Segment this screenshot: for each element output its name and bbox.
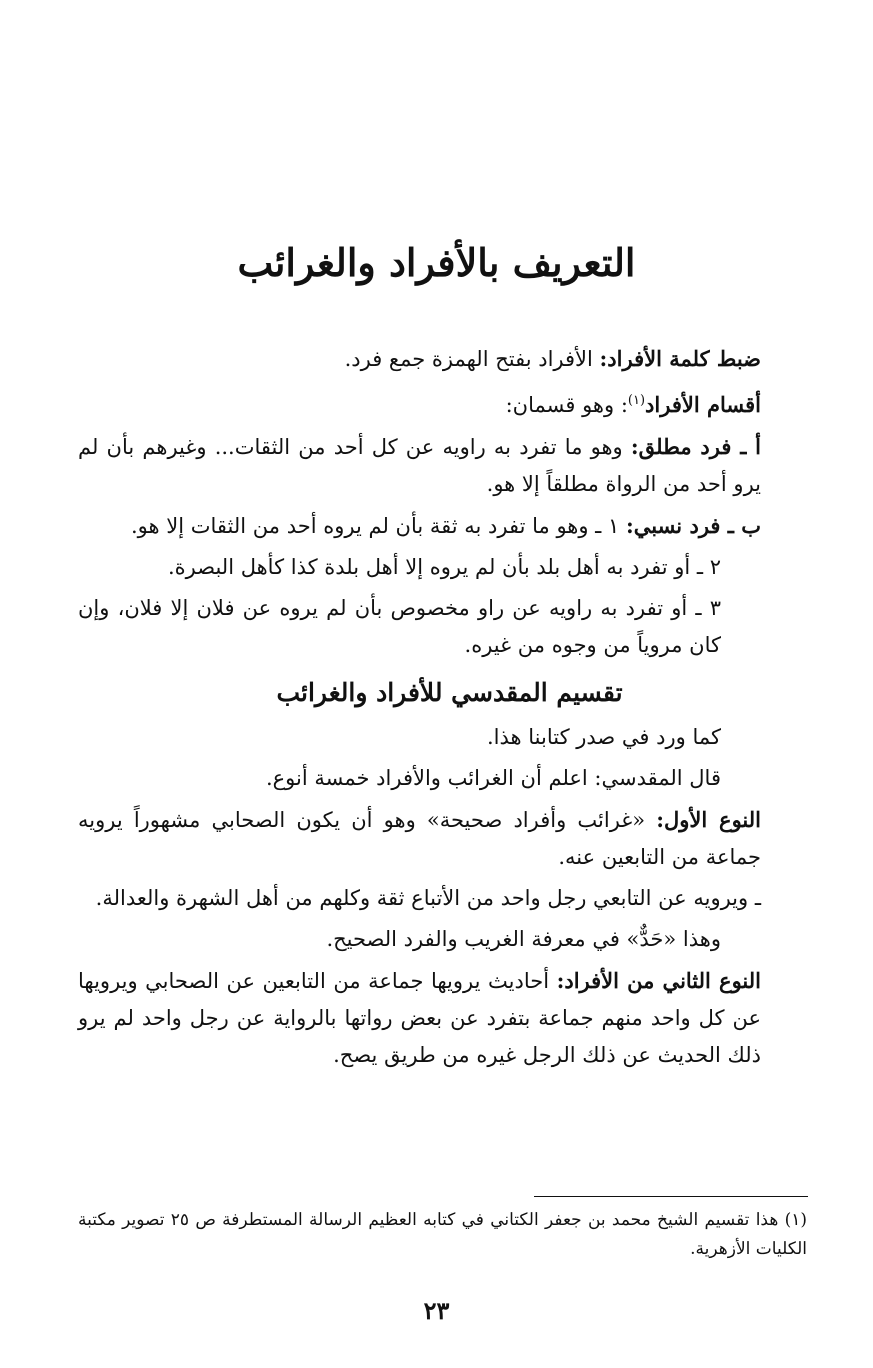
- paragraph-label: أ ـ فرد مطلق:: [630, 434, 761, 459]
- paragraph-text: الأفراد بفتح الهمزة جمع فرد.: [344, 347, 600, 371]
- paragraph-text: وهو ما تفرد به راويه عن كل أحد من الثقات... وغيرهم بأن لم يرو أحد من الرواة مطلقاً إلا هو.: [78, 435, 761, 496]
- paragraph-second-type: [78, 962, 761, 1074]
- paragraph-text: «غرائب وأفراد صحيحة» وهو أن يكون الصحابي مشهوراً يرويه جماعة من التابعين عنه.: [78, 808, 761, 869]
- paragraph-first-type: [78, 801, 761, 876]
- paragraph-item-3: ٣ ـ أو تفرد به راويه عن راو مخصوص بأن لم يروه عن فلان إلا فلان، وإن كان مروياً من وجوه من غيره.: [78, 596, 721, 657]
- paragraph-first-type-cont: ـ ويرويه عن التابعي رجل واحد من الأتباع ثقة وكلهم من أهل الشهرة والعدالة.: [95, 886, 761, 910]
- paragraph-text: أحاديث يرويها جماعة من التابعين عن الصحابي ويرويها عن كل واحد منهم جماعة بتفرد عن بعض رواتها بالرواية عن رجل واحد لم يرو ذلك الحديث عن ذلك الرجل غيره من طريق يصح.: [78, 969, 761, 1067]
- paragraph-definition: وهذا «حَدٌّ» في معرفة الغريب والفرد الصحيح.: [326, 927, 721, 951]
- page-title: التعريف بالأفراد والغرائب: [237, 240, 636, 285]
- section-heading: تقسيم المقدسي للأفراد والغرائب: [276, 678, 623, 707]
- footnote-marker: (١): [627, 393, 646, 408]
- paragraph-text: ١ ـ وهو ما تفرد به ثقة بأن لم يروه أحد من الثقات إلا هو.: [131, 514, 626, 538]
- paragraph-label: أقسام الأفراد: [645, 392, 761, 417]
- page-number: ٢٣: [423, 1296, 450, 1325]
- paragraph-maqdisi: قال المقدسي: اعلم أن الغرائب والأفراد خمسة أنوع.: [265, 766, 721, 790]
- paragraph-item-2: ٢ ـ أو تفرد به أهل بلد بأن لم يروه إلا أهل بلدة كذا كأهل البصرة.: [167, 555, 721, 579]
- paragraph-divisions: [78, 382, 761, 424]
- paragraph-intro: كما ورد في صدر كتابنا هذا.: [486, 725, 721, 749]
- paragraph-relative-fard: [78, 507, 761, 545]
- footnote-separator: [534, 1196, 808, 1197]
- paragraph-label: النوع الثاني من الأفراد:: [556, 968, 762, 993]
- paragraph-hamza-spelling: [78, 340, 761, 378]
- footnote: (١) هذا تقسيم الشيخ محمد بن جعفر الكتاني في كتابه العظيم الرسالة المستطرفة ص ٢٥ تصوير مكتبة الكليات الأزهرية.: [78, 1210, 807, 1259]
- paragraph-absolute-fard: [78, 428, 761, 503]
- page-body: [78, 340, 761, 1078]
- paragraph-label: ضبط كلمة الأفراد:: [599, 346, 761, 371]
- paragraph-label: النوع الأول:: [656, 807, 761, 832]
- paragraph-text: : وهو قسمان:: [505, 393, 628, 417]
- paragraph-label: ب ـ فرد نسبي:: [625, 513, 761, 538]
